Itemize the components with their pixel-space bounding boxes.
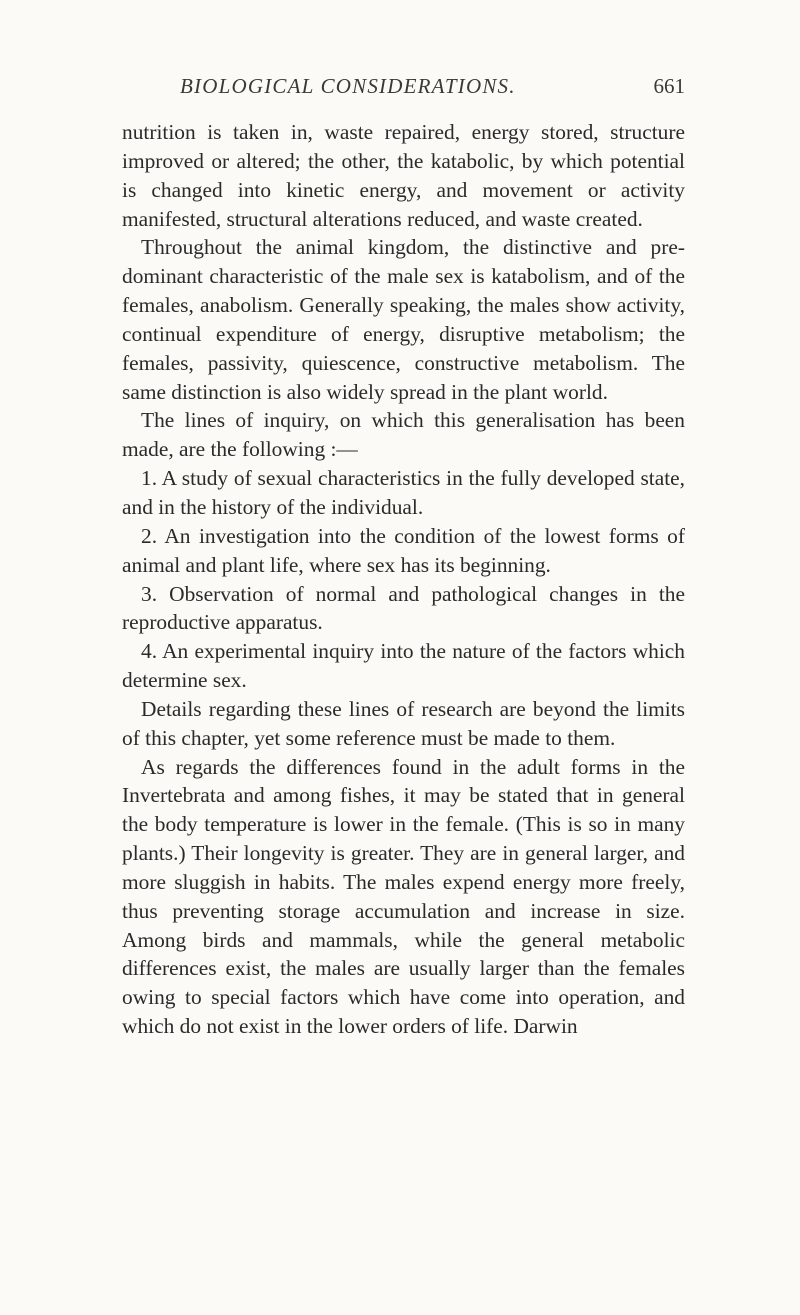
list-item-4: 4. An experimental inquiry into the nature of the factors which determine sex. [122, 639, 685, 693]
list-item-2: 2. An investigation into the condition of the lowest forms of animal and plant life, where sex has its beginning. [122, 523, 685, 577]
page-number: 661 [653, 74, 685, 98]
running-head [180, 74, 685, 110]
paragraph-details: Details regarding these lines of research are beyond the limits of this chapter, yet some reference must be made to them. [122, 696, 685, 750]
paragraph-continuation: nutrition is taken in, waste repaired, energy stored, structure improved or altered; the other, the katabolic, by which potential is changed into kinetic energy, and movement or activity manifested, structural alterations reduced, and waste created. [122, 120, 685, 231]
body-text [122, 118, 685, 1041]
list-item-1: 1. A study of sexual characteristics in the fully developed state, and in the history of the individual. [122, 466, 685, 519]
list-item-3: 3. Observation of normal and pathological changes in the reproductive apparatus. [122, 581, 685, 635]
paragraph-distinctive-characteristic: Throughout the animal kingdom, the distinctive and pre-dominant characteristic of the male sex is katabolism, and of the females, anabolism. Generally speaking, the males show activity, continual expenditure of energy, disruptive metabolism; the females, passivity, quiescence, constructive metabolism. The same distinction is also widely spread in the plant world. [122, 235, 685, 404]
running-title: BIOLOGICAL CONSIDERATIONS. [180, 74, 516, 98]
paragraph-adult-differences: As regards the differences found in the adult forms in the Invertebrata and among fishes, it may be stated that in general the body temperature is lower in the female. (This is so in many plants.) Their longevity is greater. They are in general larger, and more sluggish in habits. The males expend energy more freely, thus preventing storage accumulation and increase in size. Among birds and mammals, while the general metabolic differences exist, the males are usually larger than the females owing to special factors which have come into operation, and which do not exist in the lower orders of life. Darwin [122, 754, 685, 1039]
paragraph-lines-of-inquiry: The lines of inquiry, on which this generalisation has been made, are the following :— [122, 408, 685, 462]
